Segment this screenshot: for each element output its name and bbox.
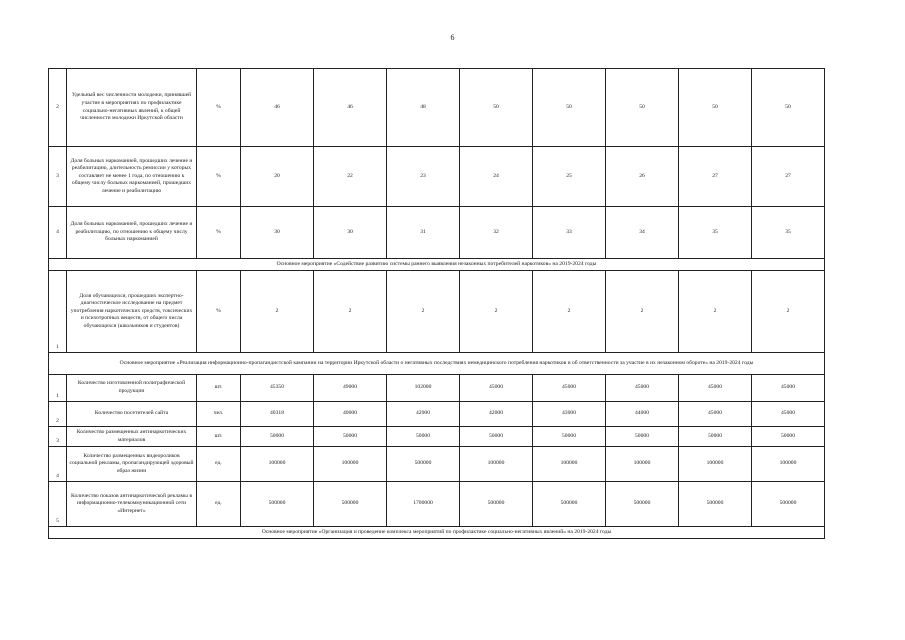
section-row	[49, 353, 825, 375]
value-cell: 33	[533, 207, 606, 259]
row-number: 2	[49, 402, 67, 427]
value-cell: 44000	[606, 402, 679, 427]
value-cell: 102000	[387, 375, 460, 402]
value-cell: 31	[387, 207, 460, 259]
value-cell: 46	[314, 69, 387, 147]
indicator-name: Удельный вес численности молодежи, принявшей участие в мероприятиях по профилактике социально-негативных явлений, к общей численности молодежи Иркутской области	[67, 69, 197, 147]
value-cell: 35	[752, 207, 825, 259]
section-row	[49, 527, 825, 539]
value-cell: 26	[606, 147, 679, 207]
table-row	[49, 207, 825, 259]
indicator-name: Количество посетителей сайта	[67, 402, 197, 427]
value-cell: 100000	[460, 447, 533, 482]
value-cell: 500000	[533, 482, 606, 527]
value-cell: 50	[679, 69, 752, 147]
value-cell: 43000	[533, 402, 606, 427]
row-number: 3	[49, 427, 67, 447]
unit-cell: ед.	[197, 482, 241, 527]
value-cell: 30	[241, 207, 314, 259]
value-cell: 40318	[241, 402, 314, 427]
value-cell: 50000	[241, 427, 314, 447]
row-number: 3	[49, 147, 67, 207]
value-cell: 100000	[241, 447, 314, 482]
value-cell: 45000	[460, 375, 533, 402]
value-cell: 50000	[460, 427, 533, 447]
value-cell: 500000	[314, 482, 387, 527]
value-cell: 20	[241, 147, 314, 207]
row-number: 4	[49, 207, 67, 259]
unit-cell: ед.	[197, 447, 241, 482]
row-number: 2	[49, 69, 67, 147]
indicators-table	[48, 68, 825, 539]
value-cell: 2	[679, 271, 752, 353]
value-cell: 2	[314, 271, 387, 353]
value-cell: 2	[460, 271, 533, 353]
value-cell: 48	[387, 69, 460, 147]
section-heading: Основное мероприятие «Реализация информационно-пропагандистской кампании на территории Иркутской области о негативных последствиях немедицинского потребления наркотиков и об ответственности за участие в их незаконном обороте» на 2019-2024 годы	[49, 353, 825, 375]
value-cell: 1700000	[387, 482, 460, 527]
value-cell: 2	[752, 271, 825, 353]
table-row	[49, 427, 825, 447]
value-cell: 500000	[241, 482, 314, 527]
value-cell: 45000	[679, 402, 752, 427]
value-cell: 50000	[387, 427, 460, 447]
table-row	[49, 147, 825, 207]
value-cell: 30	[314, 207, 387, 259]
unit-cell: %	[197, 69, 241, 147]
row-number: 5	[49, 482, 67, 527]
unit-cell: шт.	[197, 427, 241, 447]
table-row	[49, 402, 825, 427]
indicator-name: Количество показов антинаркотической рекламы в информационно-телекоммуникационной сети «Интернет»	[67, 482, 197, 527]
value-cell: 2	[241, 271, 314, 353]
table-row	[49, 375, 825, 402]
value-cell: 22	[314, 147, 387, 207]
value-cell: 50	[460, 69, 533, 147]
indicator-name: Количество изготовленной полиграфической продукции	[67, 375, 197, 402]
value-cell: 46	[241, 69, 314, 147]
table-row	[49, 69, 825, 147]
value-cell: 35	[679, 207, 752, 259]
indicator-name: Доля больных наркоманией, прошедших лечение и реабилитацию, длительность ремиссии у которых составляет не менее 1 года, по отношению к общему числу больных наркоманией, прошедших лечение и реабилитацию	[67, 147, 197, 207]
value-cell: 45000	[752, 402, 825, 427]
value-cell: 500000	[679, 482, 752, 527]
value-cell: 32	[460, 207, 533, 259]
value-cell: 500000	[606, 482, 679, 527]
page-number: 6	[450, 33, 455, 42]
value-cell: 42000	[387, 402, 460, 427]
value-cell: 25	[533, 147, 606, 207]
value-cell: 50	[606, 69, 679, 147]
row-number: 1	[49, 375, 67, 402]
table-row	[49, 271, 825, 353]
table-row	[49, 482, 825, 527]
value-cell: 42000	[460, 402, 533, 427]
value-cell: 50000	[606, 427, 679, 447]
value-cell: 50000	[752, 427, 825, 447]
value-cell: 2	[606, 271, 679, 353]
value-cell: 100000	[533, 447, 606, 482]
value-cell: 500000	[752, 482, 825, 527]
value-cell: 100000	[752, 447, 825, 482]
value-cell: 23	[387, 147, 460, 207]
unit-cell: чел.	[197, 402, 241, 427]
value-cell: 100000	[314, 447, 387, 482]
row-number: 4	[49, 447, 67, 482]
unit-cell: %	[197, 147, 241, 207]
indicator-name: Доля обучающихся, прошедших экспертно-диагностическое исследование на предмет употребления наркотических средств, токсических и психотропных веществ, от общего числа обучающихся (школьников и студентов)	[67, 271, 197, 353]
value-cell: 50000	[314, 427, 387, 447]
value-cell: 50	[752, 69, 825, 147]
indicator-name: Доля больных наркоманией, прошедших лечение и реабилитацию, по отношению к общему числу больных наркоманией	[67, 207, 197, 259]
value-cell: 100000	[679, 447, 752, 482]
section-heading: Основное мероприятие «Организация и проведение комплекса мероприятий по профилактике социально-негативных явлений» на 2019-2024 годы	[49, 527, 825, 539]
indicator-name: Количество размещенных антинаркотических материалов	[67, 427, 197, 447]
value-cell: 45000	[606, 375, 679, 402]
table-row	[49, 447, 825, 482]
value-cell: 27	[679, 147, 752, 207]
value-cell: 45000	[752, 375, 825, 402]
value-cell: 45000	[533, 375, 606, 402]
value-cell: 27	[752, 147, 825, 207]
value-cell: 500000	[387, 447, 460, 482]
unit-cell: шт.	[197, 375, 241, 402]
section-heading: Основное мероприятие «Содействие развитию системы раннего выявления незаконных потребителей наркотиков» на 2019-2024 годы	[49, 259, 825, 271]
value-cell: 34	[606, 207, 679, 259]
value-cell: 45000	[679, 375, 752, 402]
value-cell: 50000	[679, 427, 752, 447]
unit-cell: %	[197, 207, 241, 259]
unit-cell: %	[197, 271, 241, 353]
value-cell: 40000	[314, 402, 387, 427]
value-cell: 50	[533, 69, 606, 147]
value-cell: 24	[460, 147, 533, 207]
value-cell: 100000	[606, 447, 679, 482]
value-cell: 50000	[533, 427, 606, 447]
value-cell: 45350	[241, 375, 314, 402]
value-cell: 500000	[460, 482, 533, 527]
section-row	[49, 259, 825, 271]
row-number: 1	[49, 271, 67, 353]
indicator-name: Количество размещенных видеороликов социальной рекламы, пропагандирующей здоровый образ жизни	[67, 447, 197, 482]
value-cell: 2	[387, 271, 460, 353]
value-cell: 49000	[314, 375, 387, 402]
value-cell: 2	[533, 271, 606, 353]
